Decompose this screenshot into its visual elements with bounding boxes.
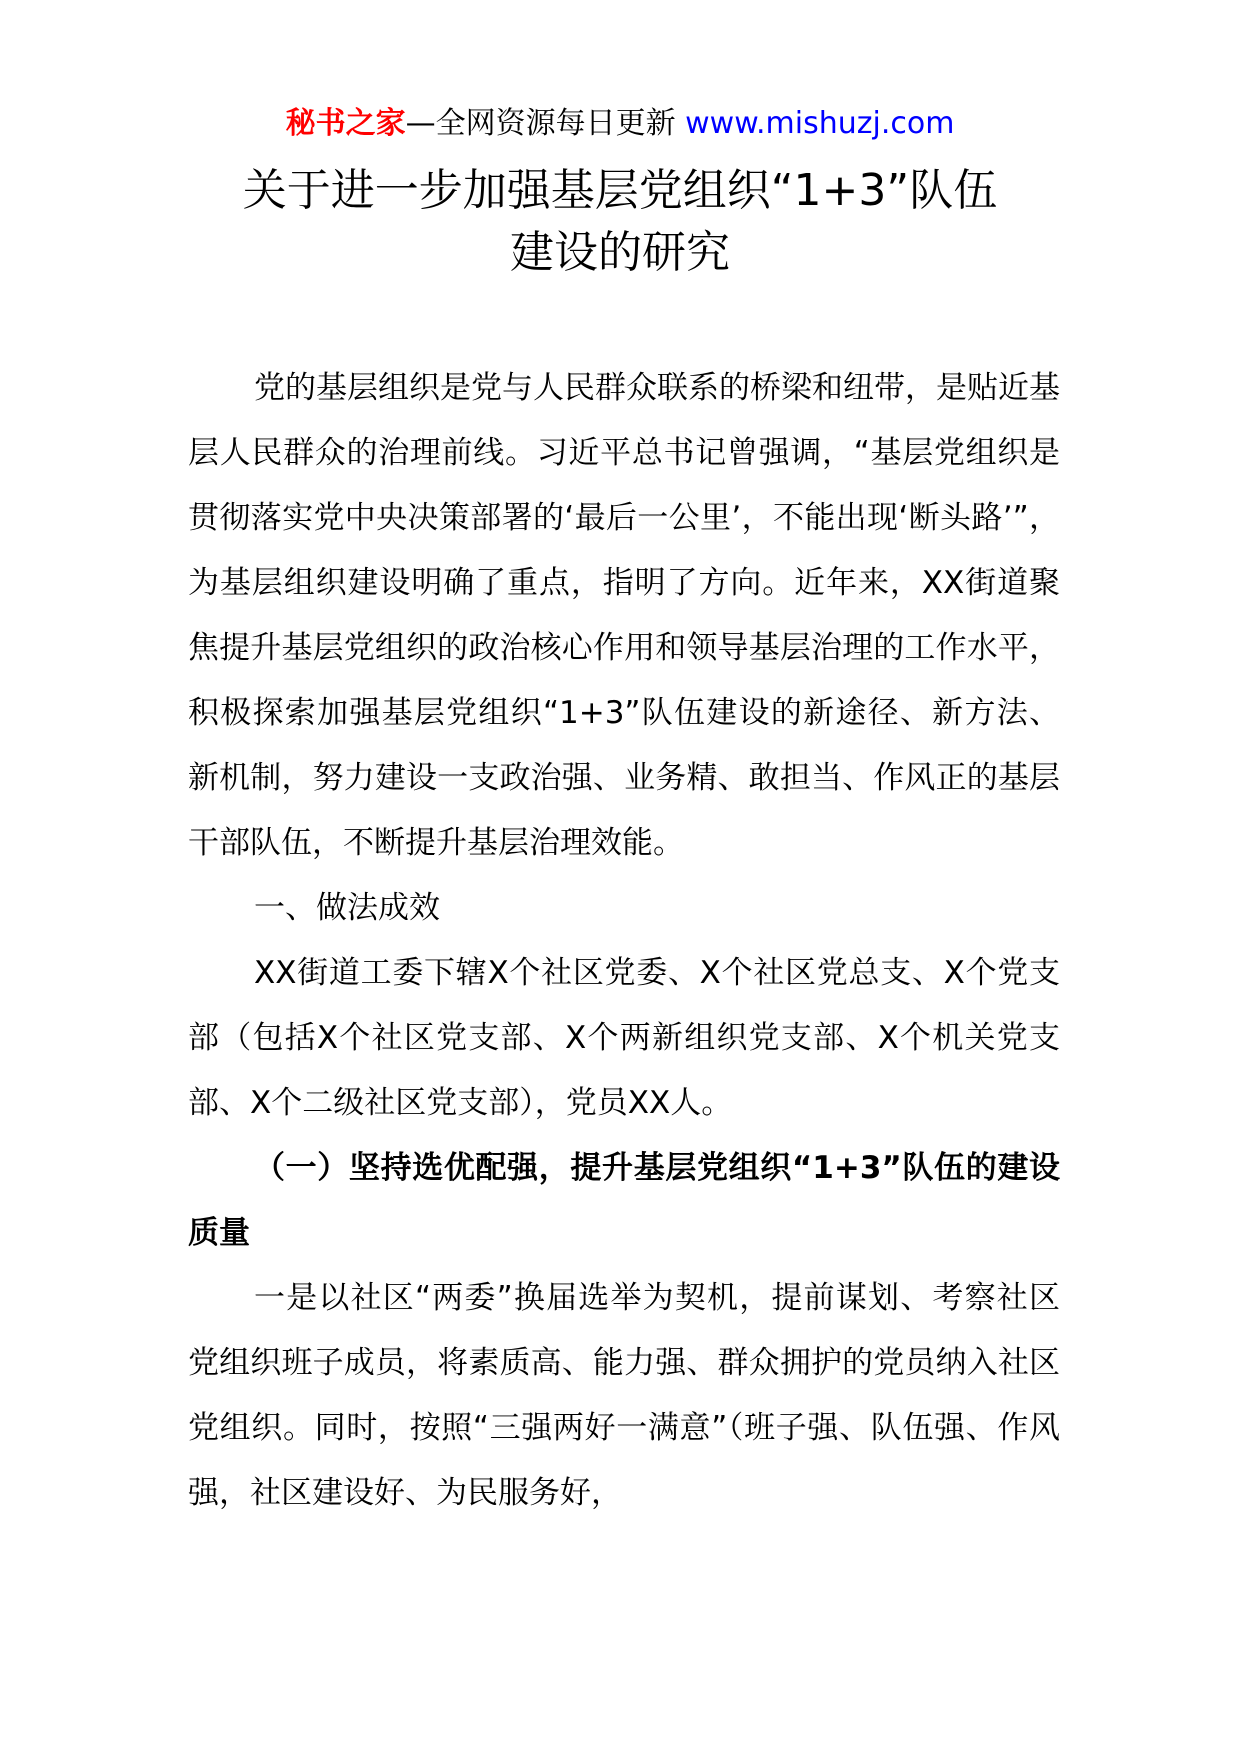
subsection-heading-1: （一）坚持选优配强，提升基层党组织“1+3”队伍的建设质量 bbox=[188, 1150, 1060, 1251]
document-title bbox=[150, 160, 1090, 284]
site-name: 秘书之家 bbox=[285, 106, 406, 141]
document-title-line-2: 建设的研究 bbox=[510, 227, 730, 278]
document-body bbox=[188, 356, 1060, 1526]
overview-paragraph: XX街道工委下辖X个社区党委、X个社区党总支、X个党支部（包括X个社区党支部、X个两新组织党支部、X个机关党支部、X个二级社区党支部），党员XX人。 bbox=[188, 955, 1060, 1121]
section-heading-practices: 一、做法成效 bbox=[254, 890, 440, 926]
site-url[interactable]: www.mishuzj.com bbox=[685, 106, 955, 141]
site-header bbox=[0, 104, 1240, 144]
body-paragraph-1: 一是以社区“两委”换届选举为契机，提前谋划、考察社区党组织班子成员，将素质高、能力强、群众拥护的党员纳入社区党组织。同时，按照“三强两好一满意”（班子强、队伍强、作风强，社区建设好、为民服务好， bbox=[188, 1280, 1060, 1511]
document-title-line-1: 关于进一步加强基层党组织“1+3”队伍 bbox=[242, 165, 998, 216]
site-tagline: —全网资源每日更新 bbox=[405, 106, 676, 141]
intro-paragraph: 党的基层组织是党与人民群众联系的桥梁和纽带，是贴近基层人民群众的治理前线。习近平总书记曾强调，“基层党组织是贯彻落实党中央决策部署的‘最后一公里’，不能出现‘断头路’”，为基层组织建设明确了重点，指明了方向。近年来，XX街道聚焦提升基层党组织的政治核心作用和领导基层治理的工作水平，积极探索加强基层党组织“1+3”队伍建设的新途径、新方法、新机制，努力建设一支政治强、业务精、敢担当、作风正的基层干部队伍，不断提升基层治理效能。 bbox=[188, 370, 1060, 861]
